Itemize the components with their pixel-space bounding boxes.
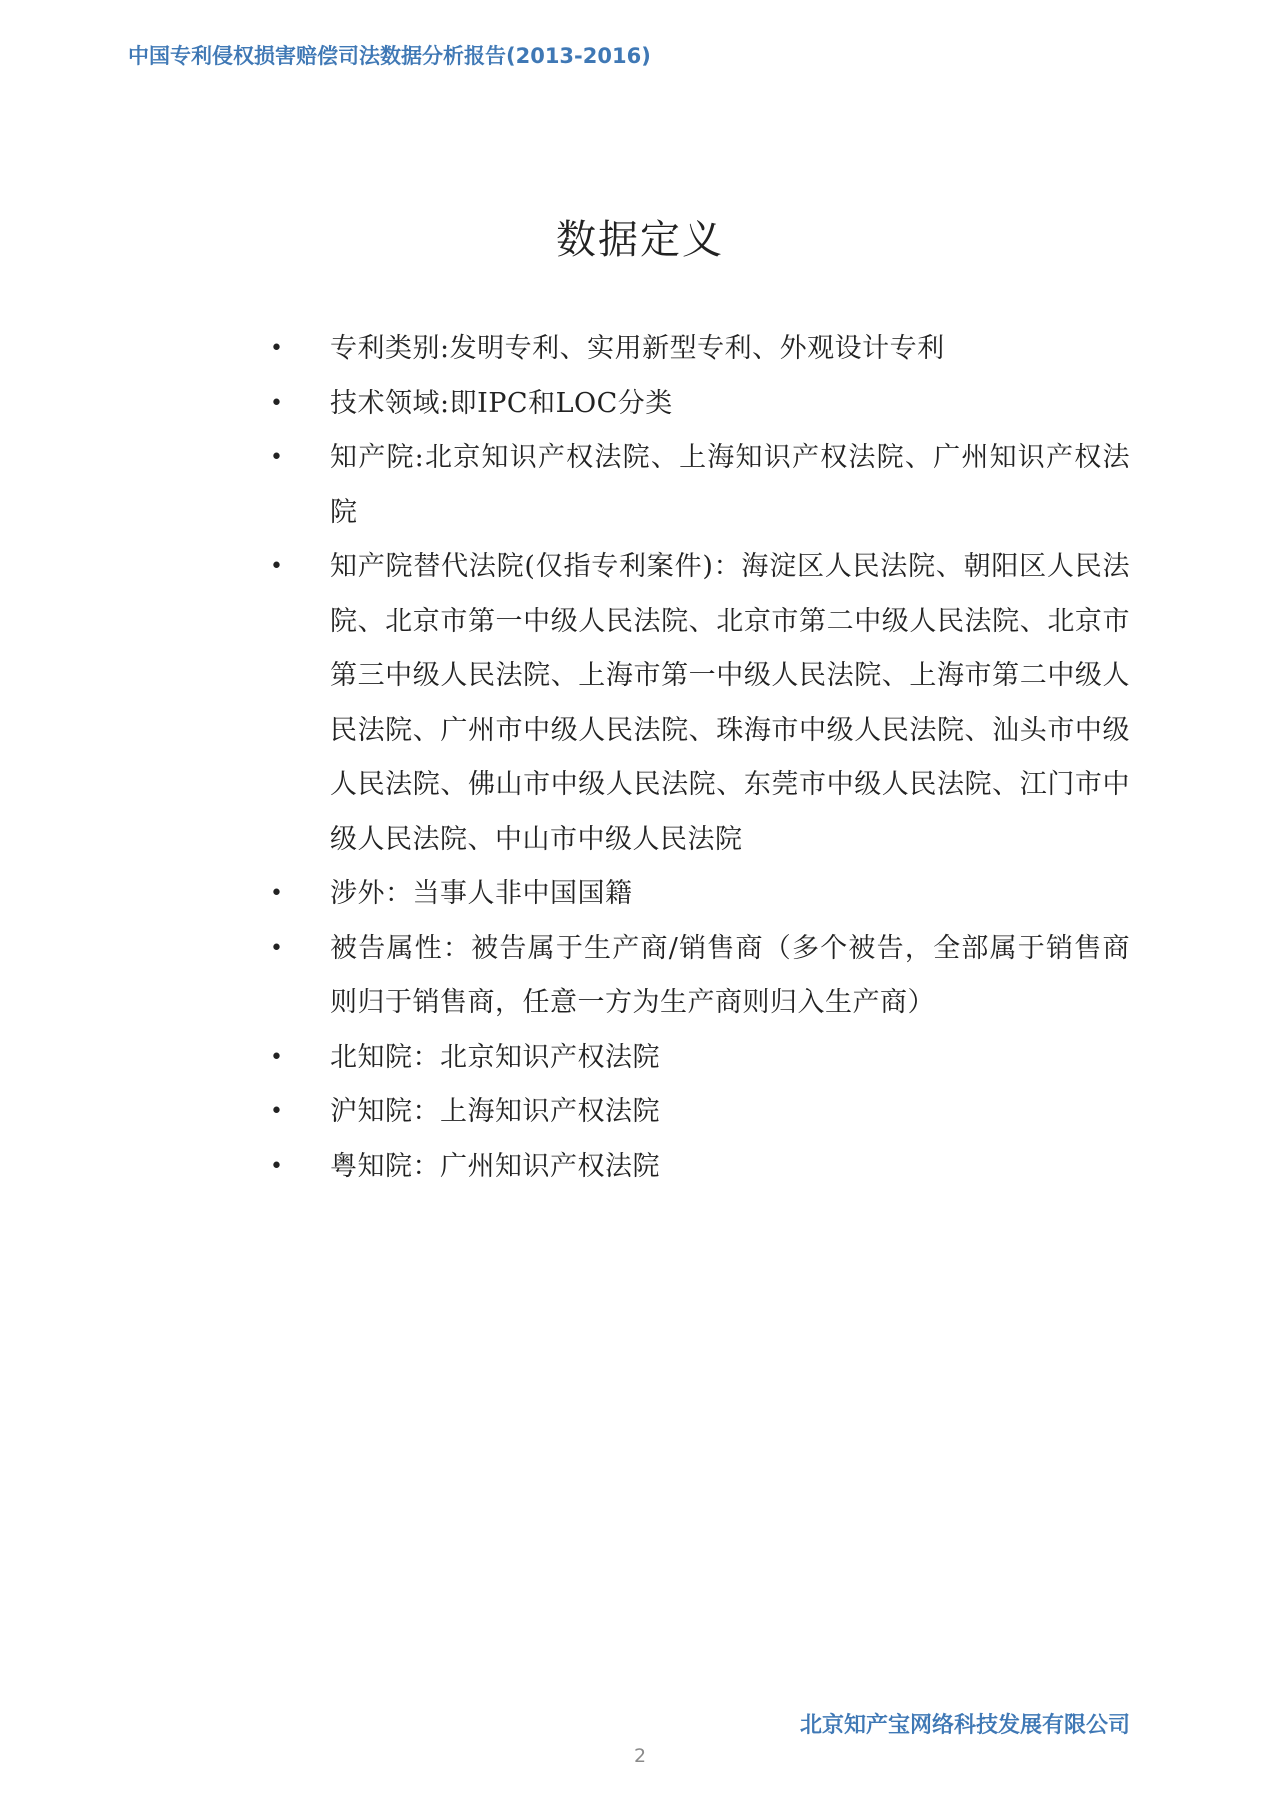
list-item	[270, 322, 1130, 377]
bullet-icon: •	[270, 554, 283, 579]
bullet-icon: •	[270, 336, 283, 361]
list-item	[270, 1085, 1130, 1140]
definition-text: 北知院：北京知识产权法院	[330, 1041, 660, 1073]
bullet-icon: •	[270, 881, 283, 906]
bullet-icon: •	[270, 1044, 283, 1070]
bullet-icon: •	[270, 1153, 283, 1179]
list-item	[270, 1140, 1130, 1195]
definition-text: 知产院:北京知识产权法院、上海知识产权法院、广州知识产权法院	[330, 442, 1130, 528]
definition-text: 技术领域:即IPC和LOC分类	[330, 387, 673, 419]
definition-list	[270, 322, 1130, 1194]
bullet-icon: •	[270, 390, 283, 416]
page-title: 数据定义	[556, 217, 724, 263]
definition-text: 沪知院：上海知识产权法院	[330, 1096, 660, 1127]
list-item	[270, 1031, 1130, 1086]
definition-text: 涉外：当事人非中国国籍	[330, 878, 633, 909]
definition-text: 粤知院：广州知识产权法院	[330, 1150, 660, 1182]
definition-text: 专利类别:发明专利、实用新型专利、外观设计专利	[330, 333, 945, 364]
list-item	[270, 867, 1130, 922]
bullet-icon: •	[270, 1099, 283, 1124]
report-header-title: 中国专利侵权损害赔偿司法数据分析报告(2013-2016)	[128, 44, 651, 68]
list-item	[270, 431, 1130, 540]
list-item	[270, 377, 1130, 432]
bullet-icon: •	[270, 445, 283, 470]
definition-text: 被告属性：被告属于生产商/销售商（多个被告，全部属于销售商则归于销售商，任意一方为生产商则归入生产商）	[330, 932, 1130, 1018]
list-item	[270, 922, 1130, 1031]
list-item	[270, 540, 1130, 867]
page-number: 2	[633, 1745, 647, 1767]
footer-company-name: 北京知产宝网络科技发展有限公司	[800, 1713, 1131, 1738]
bullet-icon: •	[270, 935, 283, 961]
definition-text: 知产院替代法院(仅指专利案件)：海淀区人民法院、朝阳区人民法院、北京市第一中级人民法院、北京市第二中级人民法院、北京市第三中级人民法院、上海市第一中级人民法院、上海市第二中级人民法院、广州市中级人民法院、珠海市中级人民法院、汕头市中级人民法院、佛山市中级人民法院、东莞市中级人民法院、江门市中级人民法院、中山市中级人民法院	[330, 551, 1130, 855]
